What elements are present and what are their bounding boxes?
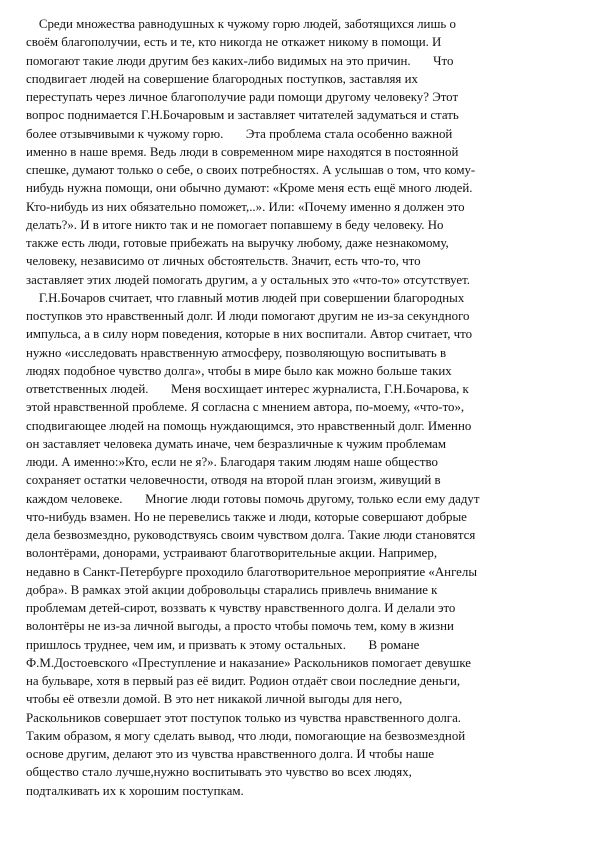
text-line: этой нравственной проблеме. Я согласна с мнением автора, по-моему, «что-то»,: [26, 400, 465, 415]
text-line: заставляет этих людей помогать другим, а у остальных это «что-то» отсутствует.: [26, 272, 470, 287]
text-line: люди. А именно:»Кто, если не я?». Благодаря таким людям наше общество: [26, 455, 438, 469]
text-line: также есть люди, готовые прибежать на выручку любому, даже незнакомому,: [26, 236, 449, 250]
text-line: Кто-нибудь из них обязательно поможет,..». Или: «Почему именно я должен это: [26, 199, 465, 214]
text-line: нужно «исследовать нравственную атмосферу, позволяющую воспитывать в: [26, 345, 447, 360]
text-line: подталкивать их к хорошим поступкам.: [26, 783, 244, 798]
text-line: волонтёрами, донорами, устраивают благотворительные акции. Например,: [26, 546, 438, 561]
text-line: он заставляет человека думать иначе, чем безразличные к чужим проблемам: [26, 436, 447, 451]
text-line: переступать через личное благополучие ради помощи другому человеку? Этот: [26, 90, 459, 104]
text-line: именно в наше время. Ведь люди в современном мире находятся в постоянной: [26, 144, 459, 159]
text-line: проблемам детей-сирот, воззвать к чувству нравственного долга. И делали это: [26, 601, 456, 615]
text-line: сохраняет остатки человечности, отводя на второй план эгоизм, живущий в: [26, 473, 441, 488]
text-line: спешке, думают только о себе, о своих потребностях. А услышав о том, что кому-: [26, 163, 476, 177]
text-line: общество стало лучше,нужно воспитывать это чувство во всех людях,: [26, 765, 412, 780]
text-line: человеку, независимо от личных обстоятельств. Значит, есть что-то, что: [26, 254, 421, 269]
text-line: волонтёры не из-за личной выгоды, а просто чтобы помочь тем, кому в жизни: [26, 619, 454, 634]
text-line: дела безвозмездно, руководствуясь своим чувством долга. Такие люди становятся: [26, 528, 476, 542]
text-line: людях подобное чувство долга», чтобы в мире было как можно больше таких: [26, 363, 452, 378]
text-line: добра». В рамках этой акции добровольцы старались привлечь внимание к: [26, 582, 438, 597]
text-line: каждом человеке. Многие люди готовы помочь другому, только если ему дадут: [26, 491, 480, 506]
text-line: сподвигает людей на совершение благородных поступков, заставляя их: [26, 71, 418, 86]
text-line: импульса, а в силу норм поведения, которые в них воспитали. Автор считает, что: [26, 327, 473, 342]
text-line: нибудь нужна помощи, они обычно думают: «Кроме меня есть ещё много людей.: [26, 181, 473, 196]
text-line: Таким образом, я могу сделать вывод, что люди, помогающие на безвозмездной: [26, 728, 466, 743]
text-line: чтобы её отвезли домой. В это нет никакой личной выгоды для него,: [26, 692, 403, 707]
text-line: вопрос поднимается Г.Н.Бочаровым и заставляет читателей задуматься и стать: [26, 108, 459, 123]
text-line: Раскольников совершает этот поступок только из чувства нравственного долга.: [26, 710, 462, 725]
text-line: на бульваре, хотя в первый раз её видит. Родион отдаёт свои последние деньги,: [26, 674, 461, 688]
text-line: Ф.М.Достоевского «Преступление и наказание» Раскольников помогает девушке: [26, 655, 471, 670]
text-line: делать?». И в итоге никто так и не помогает попавшему в беду человеку. Но: [26, 217, 444, 232]
text-line: основе другим, делают это из чувства нравственного долга. И чтобы наше: [26, 747, 435, 761]
text-line: сподвигающее людей на помощь нуждающимся, это нравственный долг. Именно: [26, 418, 472, 433]
text-line: что-нибудь взамен. Но не перевелись также и люди, которые совершают добрые: [26, 509, 467, 524]
text-line: Среди множества равнодушных к чужому горю людей, заботящихся лишь о: [26, 17, 456, 31]
text-line: Г.Н.Бочаров считает, что главный мотив людей при совершении благородных: [26, 290, 465, 305]
text-line: помогают такие люди другим без каких-либо видимых на это причин. Что: [26, 53, 454, 68]
text-line: более отзывчивыми к чужому горю. Эта проблема стала особенно важной: [26, 126, 453, 141]
text-line: недавно в Санкт-Петербурге проходило благотворительное мероприятие «Ангелы: [26, 564, 477, 579]
text-line: своём благополучии, есть и те, кто никогда не откажет никому в помощи. И: [26, 35, 442, 50]
text-line: пришлось труднее, чем им, и призвать к этому остальных. В романе: [26, 637, 420, 652]
essay-text: [26, 15, 556, 800]
text-line: поступков это нравственный долг. И люди помогают другим не из-за секундного: [26, 309, 470, 323]
text-line: ответственных людей. Меня восхищает интерес журналиста, Г.Н.Бочарова, к: [26, 382, 469, 396]
